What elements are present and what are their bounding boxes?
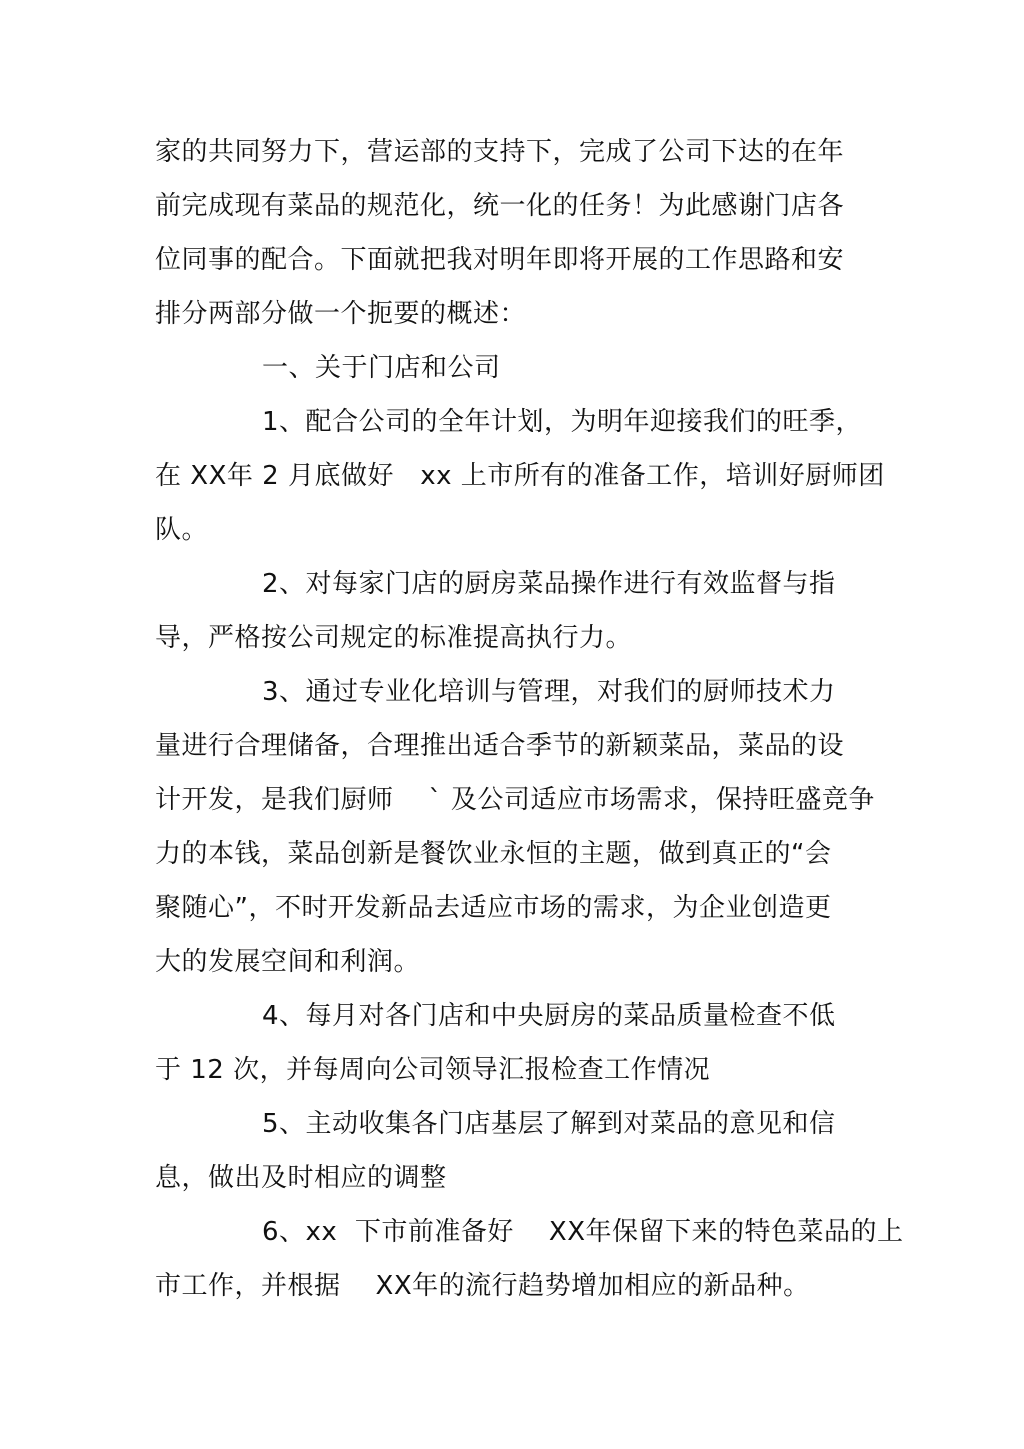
item-2-line-2: 导，严格按公司规定的标准提高执行力。 (155, 623, 633, 653)
item-4-line-1: 4、每月对各门店和中央厨房的菜品质量检查不低 (262, 1001, 836, 1031)
paragraph-line-3: 位同事的配合。下面就把我对明年即将开展的工作思路和安 (155, 245, 845, 275)
item-1-line-1: 1、配合公司的全年计划，为明年迎接我们的旺季， (262, 407, 863, 437)
item-1-line-2: 在 XX年 2 月底做好 xx 上市所有的准备工作，培训好厨师团 (155, 461, 885, 491)
paragraph-line-2: 前完成现有菜品的规范化，统一化的任务！为此感谢门店各 (155, 191, 845, 221)
item-4-line-2: 于 12 次，并每周向公司领导汇报检查工作情况 (155, 1055, 711, 1085)
item-6-line-1: 6、xx 下市前准备好 XX年保留下来的特色菜品的上 (262, 1217, 904, 1247)
item-3-line-3: 计开发，是我们厨师 ` 及公司适应市场需求，保持旺盛竞争 (155, 785, 875, 815)
item-6-line-2: 市工作，并根据 XX年的流行趋势增加相应的新品种。 (155, 1271, 810, 1301)
item-2-line-1: 2、对每家门店的厨房菜品操作进行有效监督与指 (262, 569, 836, 599)
item-5-line-1: 5、主动收集各门店基层了解到对菜品的意见和信 (262, 1109, 836, 1139)
section-heading: 一、关于门店和公司 (262, 353, 501, 383)
item-3-line-6: 大的发展空间和利润。 (155, 947, 421, 977)
paragraph-line-4: 排分两部分做一个扼要的概述： (155, 299, 527, 329)
item-5-line-2: 息，做出及时相应的调整 (155, 1163, 447, 1193)
item-3-line-5: 聚随心”，不时开发新品去适应市场的需求，为企业创造更 (155, 893, 832, 923)
item-1-line-3: 队。 (155, 515, 209, 545)
item-3-line-2: 量进行合理储备，合理推出适合季节的新颖菜品，菜品的设 (155, 731, 845, 761)
paragraph-line-1: 家的共同努力下，营运部的支持下，完成了公司下达的在年 (155, 137, 845, 167)
item-3-line-1: 3、通过专业化培训与管理，对我们的厨师技术力 (262, 677, 836, 707)
item-3-line-4: 力的本钱，菜品创新是餐饮业永恒的主题，做到真正的“会 (155, 839, 832, 869)
